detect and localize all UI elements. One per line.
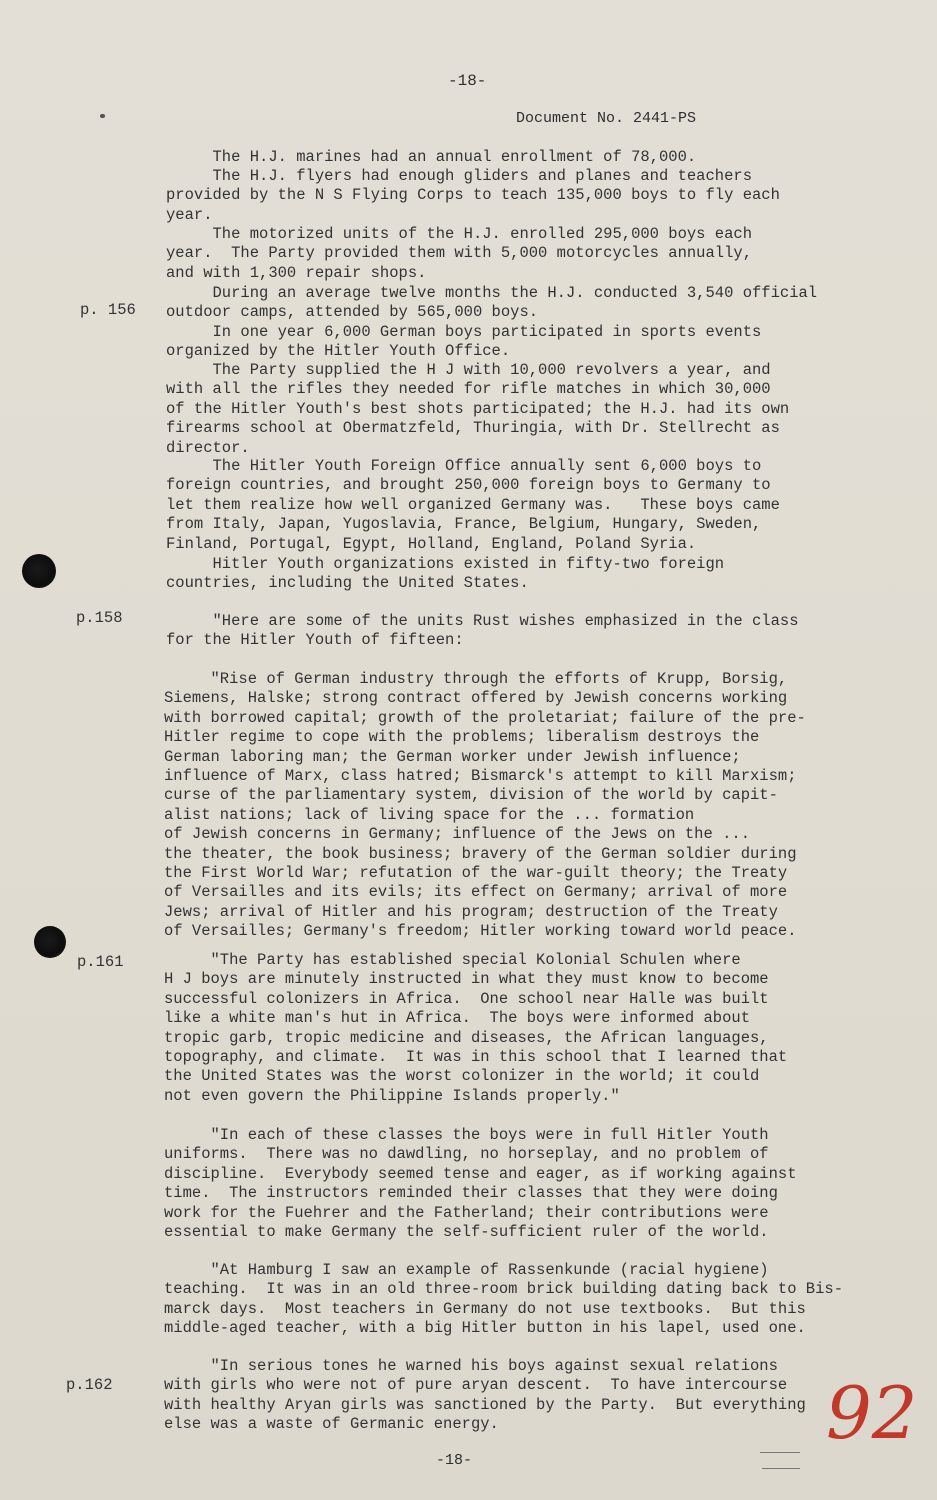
text-line: "In each of these classes the boys were in full Hitler Youth — [164, 1126, 769, 1144]
text-line: the theater, the book business; bravery of the German soldier during — [164, 844, 797, 863]
text-line: Siemens, Halske; strong contract offered by Jewish concerns working — [164, 689, 788, 708]
text-line: of Versailles; Germany's freedom; Hitler working toward world peace. — [164, 922, 797, 941]
page-number-top: -18- — [448, 72, 487, 90]
margin-note-p161: p.161 — [77, 953, 124, 971]
text-line: curse of the parliamentary system, division of the world by capit- — [164, 786, 778, 805]
text-line: with healthy Aryan girls was sanctioned by the Party. But everything — [164, 1395, 806, 1414]
paragraph-rust-units — [166, 612, 799, 651]
paragraph-flyers — [166, 167, 780, 225]
text-line: else was a waste of Germanic energy. — [164, 1415, 499, 1434]
paragraph-foreign-office — [166, 457, 780, 554]
paragraph-kolonial — [164, 951, 787, 1106]
text-line: marck days. Most teachers in Germany do not use textbooks. But this — [164, 1299, 806, 1318]
text-line: let them realize how well organized Germany was. These boys came — [166, 495, 780, 514]
text-line: discipline. Everybody seemed tense and eager, as if working against — [164, 1164, 797, 1183]
text-line: Hitler regime to cope with the problems; liberalism destroys the — [164, 728, 760, 747]
document-number: Document No. 2441-PS — [516, 110, 697, 127]
text-line: like a white man's hut in Africa. The boys were informed about — [164, 1009, 750, 1028]
text-line: Finland, Portugal, Egypt, Holland, England, Poland Syria. — [166, 534, 697, 553]
paragraph-marines — [166, 148, 696, 167]
paragraph-camps — [166, 284, 817, 323]
text-line: from Italy, Japan, Yugoslavia, France, Belgium, Hungary, Sweden, — [166, 515, 762, 534]
bottom-rule-upper — [760, 1452, 800, 1453]
text-line: of Versailles and its evils; its effect on Germany; arrival of more — [164, 883, 788, 902]
text-line: alist nations; lack of living space for the ... formation — [164, 805, 695, 824]
text-line: The Party supplied the H J with 10,000 revolvers a year, and — [166, 361, 771, 379]
text-line: "Rise of German industry through the efforts of Krupp, Borsig, — [164, 670, 788, 688]
text-line: work for the Fuehrer and the Fatherland; their contributions were — [164, 1203, 769, 1222]
punch-hole-lower — [34, 926, 66, 958]
text-line: During an average twelve months the H.J. conducted 3,540 official — [166, 284, 818, 302]
text-line: "At Hamburg I saw an example of Rassenkunde (racial hygiene) — [164, 1261, 769, 1279]
stray-mark — [100, 114, 105, 118]
text-line: outdoor camps, attended by 565,000 boys. — [166, 303, 539, 322]
text-line: of the Hitler Youth's best shots participated; the H.J. had its own — [166, 399, 790, 418]
text-line: time. The instructors reminded their classes that they were doing — [164, 1184, 778, 1203]
text-line: for the Hitler Youth of fifteen: — [166, 631, 464, 650]
bottom-rule-lower — [762, 1468, 800, 1469]
page-number-bottom: -18- — [436, 1452, 473, 1469]
text-line: "The Party has established special Kolonial Schulen where — [164, 951, 741, 969]
text-line: not even govern the Philippine Islands properly." — [164, 1086, 620, 1105]
text-line: provided by the N S Flying Corps to teach 135,000 boys to fly each — [166, 186, 780, 205]
text-line: teaching. It was in an old three-room brick building dating back to Bis- — [164, 1280, 844, 1299]
text-line: The H.J. marines had an annual enrollment of 78,000. — [166, 148, 697, 166]
paragraph-revolvers — [166, 361, 789, 458]
text-line: firearms school at Obermatzfeld, Thuringia, with Dr. Stellrecht as — [166, 419, 780, 438]
margin-note-p156: p. 156 — [80, 301, 136, 319]
text-line: Jews; arrival of Hitler and his program; destruction of the Treaty — [164, 902, 778, 921]
handwritten-page-number — [822, 1368, 932, 1448]
text-line: German laboring man; the German worker under Jewish influence; — [164, 747, 741, 766]
text-line: successful colonizers in Africa. One school near Halle was built — [164, 989, 769, 1008]
text-line: with all the rifles they needed for rifle matches in which 30,000 — [166, 380, 771, 399]
paragraph-uniforms — [164, 1126, 797, 1242]
text-line: of Jewish concerns in Germany; influence of the Jews on the ... — [164, 825, 750, 844]
text-line: with girls who were not of pure aryan descent. To have intercourse — [164, 1376, 788, 1395]
margin-note-p158: p.158 — [76, 609, 123, 627]
text-line: tropic garb, tropic medicine and diseases, the African languages, — [164, 1028, 769, 1047]
text-line: countries, including the United States. — [166, 574, 529, 593]
text-line: topography, and climate. It was in this school that I learned that — [164, 1048, 788, 1067]
text-line: "In serious tones he warned his boys against sexual relations — [164, 1357, 778, 1375]
text-line: and with 1,300 repair shops. — [166, 263, 427, 282]
text-line: H J boys are minutely instructed in what they must know to become — [164, 970, 769, 989]
text-line: director. — [166, 438, 250, 457]
text-line: The Hitler Youth Foreign Office annually sent 6,000 boys to — [166, 457, 762, 475]
text-line: influence of Marx, class hatred; Bismarck's attempt to kill Marxism; — [164, 767, 797, 786]
paragraph-rise-of-industry — [164, 670, 806, 942]
text-line: with borrowed capital; growth of the proletariat; failure of the pre- — [164, 708, 806, 727]
text-line: foreign countries, and brought 250,000 foreign boys to Germany to — [166, 476, 771, 495]
paragraph-serious-tones — [164, 1357, 806, 1435]
text-line: year. The Party provided them with 5,000 motorcycles annually, — [166, 244, 752, 263]
text-line: the United States was the worst colonizer in the world; it could — [164, 1067, 760, 1086]
text-line: "Here are some of the units Rust wishes emphasized in the class — [166, 612, 799, 630]
paragraph-motorized — [166, 225, 752, 283]
text-line: year. — [166, 205, 213, 224]
handwritten-page-number-text: 92 — [826, 1371, 918, 1448]
margin-note-p162: p.162 — [66, 1376, 113, 1394]
text-line: middle-aged teacher, with a big Hitler button in his lapel, used one. — [164, 1319, 806, 1338]
text-line: The H.J. flyers had enough gliders and planes and teachers — [166, 167, 752, 185]
paragraph-hamburg — [164, 1261, 843, 1339]
text-line: Hitler Youth organizations existed in fifty-two foreign — [166, 555, 725, 573]
text-line: organized by the Hitler Youth Office. — [166, 342, 511, 361]
paragraph-organizations — [166, 555, 724, 594]
punch-hole-upper — [22, 554, 56, 588]
text-line: In one year 6,000 German boys participated in sports events — [166, 323, 762, 341]
paragraph-sports — [166, 323, 761, 362]
text-line: essential to make Germany the self-sufficient ruler of the world. — [164, 1223, 769, 1242]
text-line: the First World War; refutation of the war-guilt theory; the Treaty — [164, 864, 788, 883]
text-line: uniforms. There was no dawdling, no horseplay, and no problem of — [164, 1145, 769, 1164]
text-line: The motorized units of the H.J. enrolled 295,000 boys each — [166, 225, 752, 243]
